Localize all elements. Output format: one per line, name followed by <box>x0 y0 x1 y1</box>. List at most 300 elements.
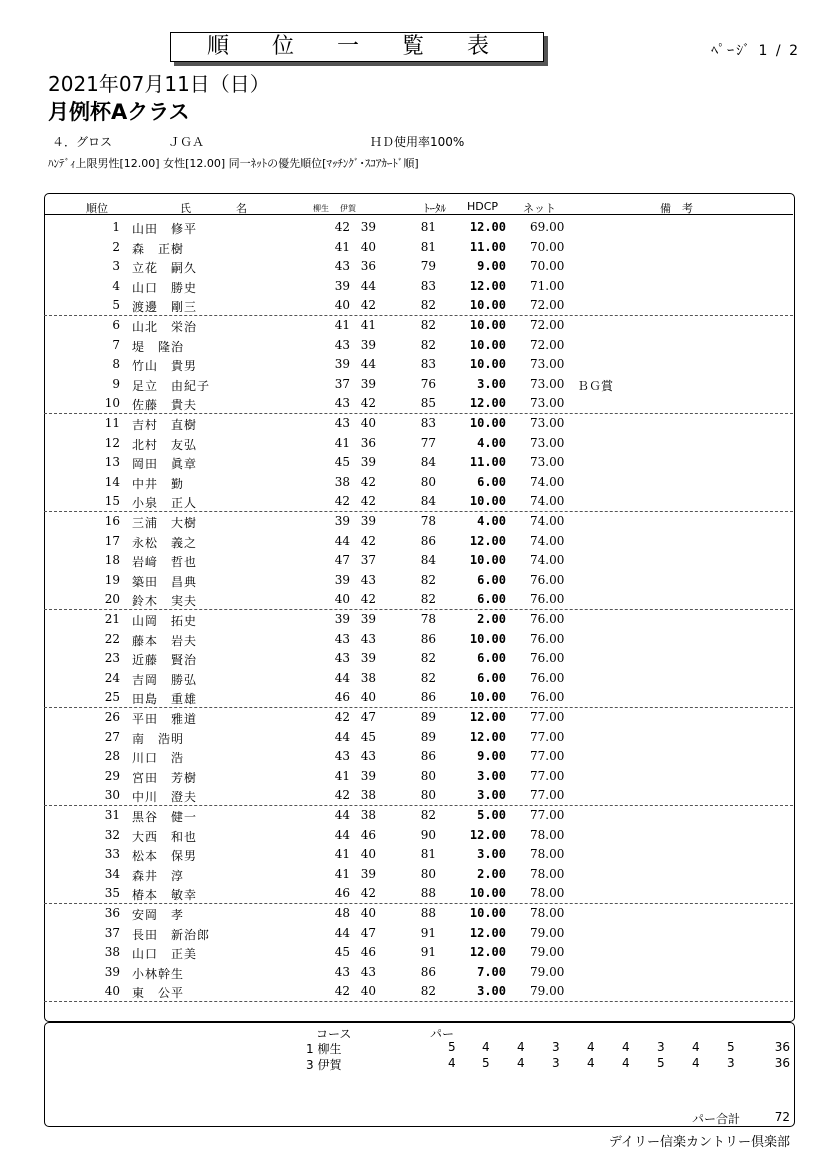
course1-score: 42 <box>334 984 350 999</box>
name-cell: 山口 正美 <box>132 947 198 962</box>
hdcp-cell: 10.00 <box>469 553 506 568</box>
net-score: 77.00 <box>530 788 565 803</box>
total-score: 77 <box>420 435 436 450</box>
rank-cell: 8 <box>112 357 120 372</box>
rank-cell: 31 <box>104 808 120 822</box>
col-net: ネット <box>523 202 556 215</box>
name-cell: 山田 修平 <box>132 222 198 236</box>
hdcp-cell: 3.00 <box>477 788 506 803</box>
net-score: 73.00 <box>530 376 565 391</box>
course-par-box <box>44 1022 795 1127</box>
course1-score: 39 <box>334 572 350 587</box>
course1-score: 47 <box>334 553 350 568</box>
rank-cell: 20 <box>104 592 120 607</box>
rank-cell: 9 <box>112 376 120 391</box>
course2-score: 42 <box>360 533 376 548</box>
name-cell: 椿本 敏幸 <box>132 888 198 903</box>
col-course1: 柳生 <box>313 204 329 213</box>
net-score: 70.00 <box>530 259 565 274</box>
table-row <box>0 511 826 531</box>
course1-score: 45 <box>334 455 350 470</box>
rank-cell: 3 <box>112 259 120 274</box>
total-score: 81 <box>420 220 436 234</box>
course2-score: 44 <box>360 357 376 372</box>
name-cell: 鈴木 実夫 <box>132 594 198 609</box>
course1-score: 45 <box>334 945 350 960</box>
table-row <box>0 727 826 747</box>
table-row <box>0 648 826 668</box>
course2-score: 42 <box>360 886 376 901</box>
total-score: 83 <box>420 357 436 372</box>
course2-score: 45 <box>360 729 376 744</box>
course1-score: 48 <box>334 906 350 920</box>
rank-cell: 4 <box>112 278 120 293</box>
total-score: 81 <box>420 847 436 862</box>
course2-score: 36 <box>360 435 376 450</box>
hdcp-cell: 3.00 <box>477 768 506 783</box>
course1-score: 46 <box>334 690 350 705</box>
course2-score: 39 <box>360 866 376 881</box>
course1-score: 43 <box>334 749 350 764</box>
name-cell: 小泉 正人 <box>132 496 198 511</box>
course1-score: 41 <box>334 847 350 862</box>
rank-cell: 39 <box>104 964 120 979</box>
course2-score: 40 <box>360 690 376 705</box>
total-score: 88 <box>420 906 436 920</box>
course-name: 1 柳生 <box>306 1042 342 1056</box>
hole-par: 5 <box>657 1056 665 1070</box>
total-score: 82 <box>420 318 436 332</box>
handicap-system: ＪＧＡ <box>168 135 205 149</box>
hdcp-cell: 9.00 <box>477 749 506 764</box>
net-score: 76.00 <box>530 651 565 666</box>
rank-cell: 28 <box>104 749 120 764</box>
name-cell: 山口 勝史 <box>132 280 198 295</box>
hdcp-cell: 10.00 <box>469 318 506 332</box>
name-cell: 森 正樹 <box>132 241 185 256</box>
net-score: 73.00 <box>530 357 565 372</box>
table-row <box>0 472 826 492</box>
total-score: 80 <box>420 866 436 881</box>
net-score: 73.00 <box>530 455 565 470</box>
total-score: 82 <box>420 572 436 587</box>
net-score: 78.00 <box>530 847 565 862</box>
table-row <box>0 629 826 649</box>
hdcp-cell: 3.00 <box>477 376 506 391</box>
course1-score: 38 <box>334 474 350 489</box>
course2-score: 40 <box>360 847 376 862</box>
name-cell: 山北 栄治 <box>132 320 198 334</box>
hdcp-cell: 3.00 <box>477 847 506 862</box>
hole-par: 4 <box>587 1056 595 1070</box>
net-score: 79.00 <box>530 984 565 999</box>
table-row <box>0 825 826 845</box>
name-cell: 立花 嗣久 <box>132 261 198 276</box>
course1-score: 42 <box>334 494 350 509</box>
course1-score: 39 <box>334 357 350 372</box>
course1-score: 41 <box>334 318 350 332</box>
rank-cell: 38 <box>104 945 120 960</box>
event-date: 2021年07月11日（日） <box>48 72 270 96</box>
course1-score: 44 <box>334 670 350 685</box>
course2-score: 39 <box>360 455 376 470</box>
table-row <box>0 668 826 688</box>
net-score: 78.00 <box>530 866 565 881</box>
course2-score: 42 <box>360 396 376 411</box>
total-score: 88 <box>420 886 436 901</box>
course2-score: 42 <box>360 298 376 313</box>
total-score: 86 <box>420 631 436 646</box>
rank-cell: 15 <box>104 494 120 509</box>
total-score: 84 <box>420 553 436 568</box>
net-score: 79.00 <box>530 925 565 940</box>
rank-cell: 22 <box>104 631 120 646</box>
table-row <box>0 276 826 296</box>
rank-cell: 36 <box>104 906 120 920</box>
name-cell: 森井 淳 <box>132 868 185 883</box>
total-score: 82 <box>420 808 436 822</box>
hole-par: 3 <box>552 1040 560 1054</box>
total-score: 82 <box>420 984 436 999</box>
name-cell: 東 公平 <box>132 986 185 1001</box>
name-cell: 堤 隆治 <box>132 339 185 354</box>
hdcp-cell: 10.00 <box>469 886 506 901</box>
hdcp-cell: 10.00 <box>469 906 506 920</box>
total-score: 80 <box>420 788 436 803</box>
hdcp-cell: 9.00 <box>477 259 506 274</box>
page-number: ﾍﾟｰｼﾞ 1 / 2 <box>711 43 800 59</box>
table-row <box>0 981 826 1001</box>
hdcp-cell: 10.00 <box>469 416 506 430</box>
course2-score: 44 <box>360 278 376 293</box>
hole-par: 4 <box>587 1040 595 1054</box>
net-score: 79.00 <box>530 945 565 960</box>
table-row <box>0 393 826 413</box>
rank-cell: 34 <box>104 866 120 881</box>
hdcp-cell: 12.00 <box>469 396 506 411</box>
rank-cell: 18 <box>104 553 120 568</box>
table-row <box>0 315 826 335</box>
course1-score: 39 <box>334 612 350 626</box>
name-cell: 山岡 拓史 <box>132 614 198 628</box>
net-score: 69.00 <box>530 220 565 234</box>
course2-score: 38 <box>360 670 376 685</box>
rank-cell: 33 <box>104 847 120 862</box>
name-cell: 竹山 貴男 <box>132 359 198 374</box>
hdcp-cell: 10.00 <box>469 337 506 352</box>
hdcp-cell: 12.00 <box>469 925 506 940</box>
total-score: 76 <box>420 376 436 391</box>
table-row <box>0 570 826 590</box>
net-score: 73.00 <box>530 396 565 411</box>
name-cell: 南 浩明 <box>132 731 185 746</box>
table-row <box>0 864 826 884</box>
table-row <box>0 844 826 864</box>
table-row <box>0 335 826 355</box>
net-score: 72.00 <box>530 318 565 332</box>
name-cell: 長田 新治郎 <box>132 927 211 942</box>
course1-score: 41 <box>334 435 350 450</box>
course1-score: 41 <box>334 768 350 783</box>
hdcp-cell: 6.00 <box>477 670 506 685</box>
hdcp-cell: 6.00 <box>477 651 506 666</box>
total-score: 84 <box>420 494 436 509</box>
net-score: 73.00 <box>530 416 565 430</box>
net-score: 74.00 <box>530 494 565 509</box>
rank-cell: 12 <box>104 435 120 450</box>
table-row <box>0 942 826 962</box>
rank-cell: 32 <box>104 827 120 842</box>
hole-par: 4 <box>692 1040 700 1054</box>
name-cell: 岡田 眞章 <box>132 457 198 472</box>
name-cell: 川口 浩 <box>132 751 185 766</box>
course2-score: 43 <box>360 572 376 587</box>
hdcp-cell: 4.00 <box>477 435 506 450</box>
table-row <box>0 962 826 982</box>
table-row <box>0 687 826 707</box>
table-row <box>0 707 826 727</box>
total-score: 84 <box>420 455 436 470</box>
club-name: デイリー信楽カントリー倶楽部 <box>608 1135 790 1150</box>
col-remarks: 備 考 <box>660 202 693 215</box>
total-score: 80 <box>420 474 436 489</box>
course2-score: 39 <box>360 376 376 391</box>
net-score: 76.00 <box>530 612 565 626</box>
course2-score: 39 <box>360 337 376 352</box>
hole-par: 5 <box>482 1056 490 1070</box>
par-label: パー <box>430 1027 455 1041</box>
total-score: 91 <box>420 925 436 940</box>
name-cell: 近藤 賢治 <box>132 653 198 668</box>
hole-par: 5 <box>727 1040 735 1054</box>
rank-cell: 14 <box>104 474 120 489</box>
rank-cell: 5 <box>112 298 120 313</box>
course1-score: 39 <box>334 514 350 528</box>
table-row <box>0 354 826 374</box>
course1-score: 42 <box>334 710 350 724</box>
net-score: 78.00 <box>530 886 565 901</box>
course2-score: 39 <box>360 651 376 666</box>
course1-score: 43 <box>334 651 350 666</box>
col-hdcp: HDCP <box>467 200 499 213</box>
hd-rate: ＨＤ使用率100% <box>370 135 465 149</box>
table-row <box>0 491 826 511</box>
par-total-label: パー合計 <box>692 1112 741 1126</box>
total-score: 82 <box>420 337 436 352</box>
rank-cell: 25 <box>104 690 120 705</box>
course2-score: 43 <box>360 631 376 646</box>
net-score: 76.00 <box>530 690 565 705</box>
name-cell: 中井 勤 <box>132 476 185 491</box>
course1-score: 44 <box>334 925 350 940</box>
rank-cell: 27 <box>104 729 120 744</box>
name-cell: 吉村 直樹 <box>132 418 198 432</box>
score-mode: ４．グロス <box>52 135 113 149</box>
col-total: ﾄｰﾀﾙ <box>424 202 446 215</box>
rank-cell: 16 <box>104 514 120 528</box>
hdcp-cell: 12.00 <box>469 533 506 548</box>
hole-par: 4 <box>622 1056 630 1070</box>
course1-score: 43 <box>334 416 350 430</box>
course2-score: 39 <box>360 768 376 783</box>
course2-score: 42 <box>360 474 376 489</box>
name-cell: 藤本 岩夫 <box>132 633 198 648</box>
total-score: 78 <box>420 612 436 626</box>
rank-cell: 10 <box>104 396 120 411</box>
name-cell: 平田 雅道 <box>132 712 198 726</box>
name-cell: 築田 昌典 <box>132 574 198 589</box>
course1-score: 42 <box>334 788 350 803</box>
table-row <box>0 805 826 825</box>
page-title: 順 位 一 覧 表 <box>170 32 544 62</box>
net-score: 76.00 <box>530 592 565 607</box>
name-cell: 大西 和也 <box>132 829 198 844</box>
total-score: 86 <box>420 749 436 764</box>
hole-par: 4 <box>622 1040 630 1054</box>
remark-cell: ＢＧ賞 <box>577 378 614 393</box>
hdcp-cell: 12.00 <box>469 945 506 960</box>
table-row <box>0 295 826 315</box>
hdcp-cell: 12.00 <box>469 710 506 724</box>
table-row <box>0 413 826 433</box>
course1-score: 40 <box>334 298 350 313</box>
table-row <box>0 746 826 766</box>
course1-score: 43 <box>334 337 350 352</box>
course1-score: 40 <box>334 592 350 607</box>
hdcp-cell: 3.00 <box>477 984 506 999</box>
course2-score: 38 <box>360 788 376 803</box>
table-row <box>0 256 826 276</box>
col-rank: 順位 <box>86 202 108 215</box>
course1-score: 44 <box>334 729 350 744</box>
hole-par: 4 <box>448 1056 456 1070</box>
total-score: 85 <box>420 396 436 411</box>
course2-score: 46 <box>360 945 376 960</box>
course1-score: 43 <box>334 631 350 646</box>
total-score: 79 <box>420 259 436 274</box>
total-score: 82 <box>420 651 436 666</box>
name-cell: 田島 重雄 <box>132 692 198 707</box>
total-score: 89 <box>420 710 436 724</box>
net-score: 72.00 <box>530 337 565 352</box>
hole-par: 3 <box>552 1056 560 1070</box>
rank-cell: 40 <box>104 984 120 999</box>
total-score: 91 <box>420 945 436 960</box>
net-score: 77.00 <box>530 808 565 822</box>
net-score: 73.00 <box>530 435 565 450</box>
net-score: 79.00 <box>530 964 565 979</box>
name-cell: 吉岡 勝弘 <box>132 672 198 687</box>
col-course2: 伊賀 <box>340 204 356 213</box>
total-score: 89 <box>420 729 436 744</box>
name-cell: 中川 澄夫 <box>132 790 198 805</box>
total-score: 78 <box>420 514 436 528</box>
course1-score: 43 <box>334 964 350 979</box>
course2-score: 40 <box>360 416 376 430</box>
net-score: 77.00 <box>530 749 565 764</box>
course2-score: 39 <box>360 514 376 528</box>
hdcp-cell: 5.00 <box>477 808 506 822</box>
rank-cell: 21 <box>104 612 120 626</box>
hdcp-cell: 12.00 <box>469 729 506 744</box>
net-score: 76.00 <box>530 631 565 646</box>
course1-score: 43 <box>334 396 350 411</box>
course2-score: 42 <box>360 592 376 607</box>
course1-score: 42 <box>334 220 350 234</box>
net-score: 78.00 <box>530 906 565 920</box>
course1-score: 39 <box>334 278 350 293</box>
hdcp-cell: 11.00 <box>469 239 506 254</box>
table-row <box>0 374 826 394</box>
net-score: 78.00 <box>530 827 565 842</box>
total-score: 80 <box>420 768 436 783</box>
table-row <box>0 883 826 903</box>
course1-score: 44 <box>334 827 350 842</box>
row-group-divider <box>44 1001 793 1002</box>
course-label: コース <box>316 1027 352 1041</box>
total-score: 86 <box>420 690 436 705</box>
net-score: 77.00 <box>530 710 565 724</box>
table-row <box>0 903 826 923</box>
col-name-given: 名 <box>236 202 247 215</box>
net-score: 76.00 <box>530 670 565 685</box>
hdcp-cell: 10.00 <box>469 298 506 313</box>
hdcp-cell: 4.00 <box>477 514 506 528</box>
total-score: 83 <box>420 278 436 293</box>
net-score: 74.00 <box>530 553 565 568</box>
rank-cell: 11 <box>104 416 120 430</box>
course1-score: 44 <box>334 808 350 822</box>
name-cell: 三浦 大樹 <box>132 516 198 530</box>
name-cell: 安岡 孝 <box>132 908 185 922</box>
course-name: 3 伊賀 <box>306 1058 342 1072</box>
hole-par: 4 <box>692 1056 700 1070</box>
hole-par: 4 <box>517 1040 525 1054</box>
rank-cell: 24 <box>104 670 120 685</box>
name-cell: 黒谷 健一 <box>132 810 198 824</box>
rank-cell: 30 <box>104 788 120 803</box>
net-score: 74.00 <box>530 533 565 548</box>
hdcp-cell: 10.00 <box>469 357 506 372</box>
hole-par: 5 <box>448 1040 456 1054</box>
total-score: 90 <box>420 827 436 842</box>
rank-cell: 7 <box>112 337 120 352</box>
course2-score: 42 <box>360 494 376 509</box>
hdcp-cell: 6.00 <box>477 572 506 587</box>
course2-score: 37 <box>360 553 376 568</box>
table-row <box>0 609 826 629</box>
course2-score: 39 <box>360 612 376 626</box>
rank-cell: 13 <box>104 455 120 470</box>
name-cell: 岩﨑 哲也 <box>132 555 198 570</box>
net-score: 76.00 <box>530 572 565 587</box>
table-row <box>0 923 826 943</box>
hole-par: 3 <box>657 1040 665 1054</box>
name-cell: 松本 保男 <box>132 849 198 864</box>
total-score: 82 <box>420 670 436 685</box>
rank-cell: 37 <box>104 925 120 940</box>
hdcp-cell: 11.00 <box>469 455 506 470</box>
name-cell: 足立 由紀子 <box>132 378 211 393</box>
rank-cell: 6 <box>112 318 120 332</box>
table-row <box>0 433 826 453</box>
net-score: 72.00 <box>530 298 565 313</box>
name-cell: 佐藤 貴夫 <box>132 398 198 413</box>
name-cell: 北村 友弘 <box>132 437 198 452</box>
net-score: 74.00 <box>530 514 565 528</box>
total-score: 81 <box>420 239 436 254</box>
course1-score: 37 <box>334 376 350 391</box>
